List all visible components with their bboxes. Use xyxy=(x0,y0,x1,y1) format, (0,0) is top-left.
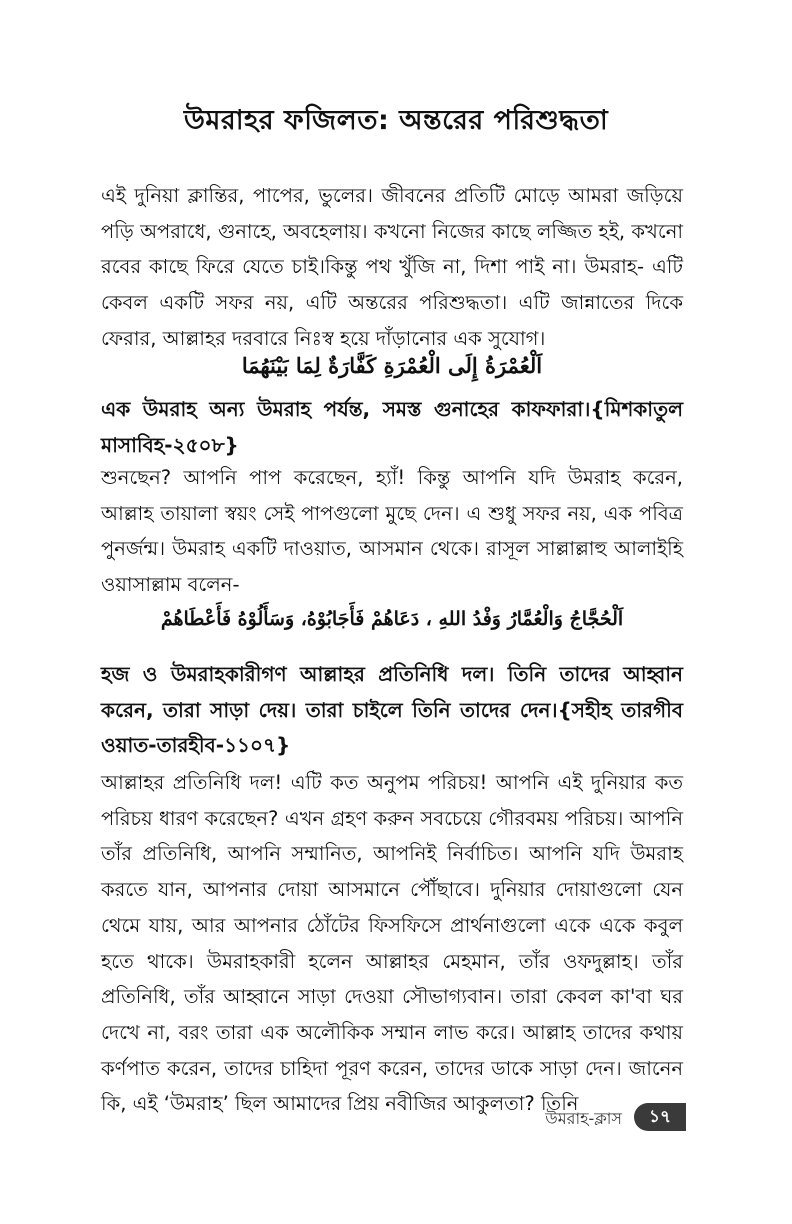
hadith-translation-1: এক উমরাহ অন্য উমরাহ পর্যন্ত, সমস্ত গুনাহের কাফফারা।{মিশকাতুল মাসাবিহ-২৫০৮} xyxy=(101,397,683,457)
page-number-badge: ১৭ xyxy=(634,1103,686,1131)
hadith-translation-2: হজ ও উমরাহকারীগণ আল্লাহর প্রতিনিধি দল। তিনি তাদের আহ্বান করেন, তারা সাড়া দেয়। তারা চাইলে তিনি তাদের দেন।{সহীহ তারগীব ওয়াত-তারহীব-১১০৭} xyxy=(101,662,683,758)
arabic-hadith-1: اَلْعُمْرَةُ إِلَى الْعُمْرَةِ كَفَّارَةٌ لِمَا بَيْنَهُمَا xyxy=(241,353,543,378)
body-paragraph-2: শুনছেন? আপনি পাপ করেছেন, হ্যাঁ! কিন্তু আপনি যদি উমরাহ করেন, আল্লাহ তায়ালা স্বয়ং সেই পাপগুলো মুছে দেন। এ শুধু সফর নয়, এক পবিত্র পুনর্জন্ম। উমরাহ একটি দাওয়াত, আসমান থেকে। রাসূল সাল্লাল্লাহু আলাইহি ওয়াসাল্লাম বলেন- xyxy=(101,466,683,597)
intro-paragraph: এই দুনিয়া ক্লান্তির, পাপের, ভুলের। জীবনের প্রতিটি মোড়ে আমরা জড়িয়ে পড়ি অপরাধে, গুনাহে, অবহেলায়। কখনো নিজের কাছে লজ্জিত হই, কখনো রবের কাছে ফিরে যেতে চাই।কিন্তু পথ খুঁজি না, দিশা পাই না। উমরাহ- এটি কেবল একটি সফর নয়, এটি অন্তরের পরিশুদ্ধতা। এটি জান্নাতের দিকে ফেরার, আল্লাহর দরবারে নিঃস্ব হয়ে দাঁড়ানোর এক সুযোগ। xyxy=(101,184,683,350)
page-title: উমরাহর ফজিলত: অন্তরের পরিশুদ্ধতা xyxy=(183,105,609,136)
arabic-hadith-2: اَلْحُجَّاجُ وَالْعُمَّارُ وَفْدُ اللهِ ، دَعَاهُمْ فَأَجَابُوْهُ، وَسَأَلُوْهُ فَأَعْطَاهُمْ xyxy=(160,608,624,630)
running-footer-title: উমরাহ-ক্লাস xyxy=(545,1109,622,1128)
body-paragraph-3: আল্লাহর প্রতিনিধি দল! এটি কত অনুপম পরিচয়! আপনি এই দুনিয়ার কত পরিচয় ধারণ করেছেন? এখন গ্রহণ করুন সবচেয়ে গৌরবময় পরিচয়। আপনি তাঁর প্রতিনিধি, আপনি সম্মানিত, আপনিই নির্বাচিত। আপনি যদি উমরাহ করতে যান, আপনার দোয়া আসমানে পৌঁছাবে। দুনিয়ার দোয়াগুলো যেন থেমে যায়, আর আপনার ঠোঁটের ফিসফিসে প্রার্থনাগুলো একে একে কবুল হতে থাকে। উমরাহকারী হলেন আল্লাহর মেহমান, তাঁর ওফদুল্লাহ। তাঁর প্রতিনিধি, তাঁর আহ্বানে সাড়া দেওয়া সৌভাগ্যবান। তারা কেবল কা'বা ঘর দেখে না, বরং তারা এক অলৌকিক সম্মান লাভ করে। আল্লাহ তাদের কথায় কর্ণপাত করেন, তাদের চাহিদা পূরণ করেন, তাদের ডাকে সাড়া দেন। জানেন কি, এই ‘উমরাহ’ ছিল আমাদের প্রিয় নবীজির আকুলতা? তিনি xyxy=(101,771,683,1116)
